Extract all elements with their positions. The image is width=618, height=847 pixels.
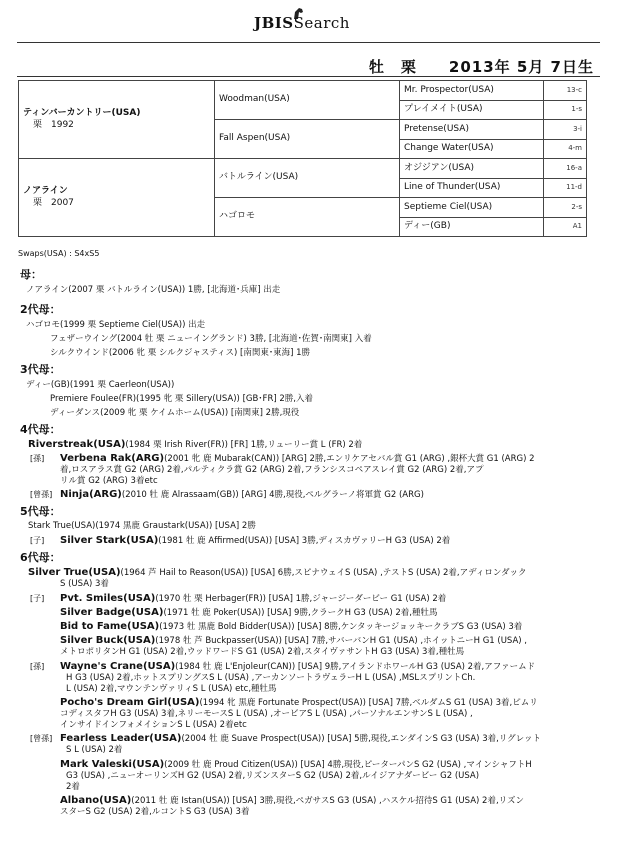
inbreeding-note: Swaps(USA) : S4xS5 bbox=[18, 249, 100, 258]
pedigree-row bbox=[19, 159, 587, 179]
pedigree-table bbox=[18, 80, 587, 237]
jbis-search-logo[interactable]: JBISSearch bbox=[254, 14, 350, 32]
ancestor-cell: Septieme Ciel(USA) bbox=[400, 198, 544, 218]
family-number: 4-m bbox=[544, 139, 587, 159]
family-number: 3-i bbox=[544, 120, 587, 140]
family-line: Pocho's Dream Girl(USA)(1994 牝 黒鹿 Fortunate Prospect(USA)) [USA] 7勝,ベルダムS G1 (USA) 3着,ピムリ bbox=[60, 697, 538, 708]
family-line: ディー(GB)(1991 栗 Caerleon(USA)) bbox=[26, 380, 175, 390]
family-line: Albano(USA)(2011 牡 鹿 Istan(USA)) [USA] 3勝,現役,ペガサスS G3 (USA) ,ハスケル招待S G1 (USA) 2着,リズン bbox=[60, 795, 524, 806]
section-dam: 母： bbox=[20, 268, 42, 281]
sire-cell: ティンバーカントリー(USA) 栗 1992 bbox=[19, 81, 215, 159]
relation-tag: [子] bbox=[30, 536, 45, 545]
family-line: Ninja(ARG)(2010 牡 鹿 Alrassaam(GB)) [ARG] 4勝,現役,ペルグラーノ将軍賞 G2 (ARG) bbox=[60, 489, 424, 500]
family-number: 16-a bbox=[544, 159, 587, 179]
family-line: Silver Stark(USA)(1981 牡 鹿 Affirmed(USA)) [USA] 3勝,ディスカヴァリーH G3 (USA) 2着 bbox=[60, 535, 451, 546]
ancestor-cell: Line of Thunder(USA) bbox=[400, 178, 544, 198]
family-line: Verbena Rak(ARG)(2001 牝 鹿 Mubarak(CAN)) [ARG] 2勝,エンリケアセバル賞 G1 (ARG) ,銀杯大賞 G1 (ARG) 2 bbox=[60, 453, 535, 464]
family-number: 1-s bbox=[544, 100, 587, 120]
family-line: ハゴロモ(1999 栗 Septieme Ciel(USA)) 出走 bbox=[26, 320, 206, 330]
family-line: G3 (USA) ,ニューオーリンズH G2 (USA) 2着,リズンスターS G2 (USA) 2着,ルイジアナダービー G2 (USA) bbox=[66, 771, 480, 781]
family-line: ディーダンス(2009 牝 栗 ケイムホーム(USA)) [南関東] 2勝,現役 bbox=[50, 408, 300, 418]
family-line: Stark True(USA)(1974 黒鹿 Graustark(USA)) [USA] 2勝 bbox=[28, 521, 256, 531]
family-line: Mark Valeski(USA)(2009 牡 鹿 Proud Citizen(USA)) [USA] 4勝,現役,ピーターパンS G2 (USA) ,マインシャフトH bbox=[60, 759, 532, 770]
family-line: 着,ロスアラス賞 G2 (ARG) 2着,パルティクラ賞 G2 (ARG) 2着,フランシスコペアスレイ賞 G2 (ARG) 2着,アプ bbox=[60, 465, 484, 475]
relation-tag: [曾孫] bbox=[30, 490, 53, 499]
family-line: Fearless Leader(USA)(2004 牡 鹿 Suave Prospect(USA)) [USA] 5勝,現役,エンダインS G3 (USA) 3着,リグレット bbox=[60, 733, 542, 744]
ancestor-cell: オジジアン(USA) bbox=[400, 159, 544, 179]
ancestor-cell: ディー(GB) bbox=[400, 217, 544, 237]
pedigree-row bbox=[19, 81, 587, 101]
family-line: Premiere Foulee(FR)(1995 牝 栗 Sillery(USA)) [GB･FR] 2勝,入着 bbox=[50, 394, 313, 404]
family-line: メトロポリタンH G1 (USA) 2着,ウッドワードS G1 (USA) 2着,スタイヴァサントH G3 (USA) 3着,種牡馬 bbox=[60, 647, 465, 657]
family-line: H G3 (USA) 2着,ホットスプリングスS L (USA) ,アーカンソートラヴェラーH L (USA) ,MSLスプリントCh. bbox=[66, 673, 476, 683]
family-line: スターS G2 (USA) 2着,ルコントS G3 (USA) 3着 bbox=[60, 807, 250, 817]
granddam-cell: Fall Aspen(USA) bbox=[215, 120, 400, 159]
section-4th-dam: 4代母： bbox=[20, 423, 61, 436]
title-rule bbox=[17, 76, 600, 77]
family-line: S (USA) 3着 bbox=[60, 579, 109, 589]
family-line: Silver Buck(USA)(1978 牡 芦 Buckpasser(USA)) [USA] 7勝,サバーバンH G1 (USA) ,ホイットニーH G1 (USA) , bbox=[60, 635, 528, 646]
family-line: リル賞 G2 (ARG) 3着etc bbox=[60, 476, 158, 486]
family-number: 11-d bbox=[544, 178, 587, 198]
family-line: Riverstreak(USA)(1984 栗 Irish River(FR)) [FR] 1勝,リューリー賞 L (FR) 2着 bbox=[28, 439, 363, 450]
dam-cell: ノアライン 栗 2007 bbox=[19, 159, 215, 237]
damdam-cell: ハゴロモ bbox=[215, 198, 400, 237]
relation-tag: [曾孫] bbox=[30, 734, 53, 743]
section-6th-dam: 6代母： bbox=[20, 551, 61, 564]
family-line: フェザーウイング(2004 牡 栗 ニューイングランド) 3勝, [北海道･佐賀･南関東] 入着 bbox=[50, 334, 372, 344]
family-line: Pvt. Smiles(USA)(1970 牡 栗 Herbager(FR)) [USA] 1勝,ジャージーダービー G1 (USA) 2着 bbox=[60, 593, 447, 604]
section-5th-dam: 5代母： bbox=[20, 505, 61, 518]
ancestor-cell: Pretense(USA) bbox=[400, 120, 544, 140]
family-number: 13-c bbox=[544, 81, 587, 101]
family-number: A1 bbox=[544, 217, 587, 237]
ancestor-cell: Mr. Prospector(USA) bbox=[400, 81, 544, 101]
damsire-cell: バトルライン(USA) bbox=[215, 159, 400, 198]
relation-tag: [子] bbox=[30, 594, 45, 603]
header-rule bbox=[17, 42, 600, 43]
family-line: インサイドインフォメイションS L (USA) 2着etc bbox=[60, 720, 247, 730]
relation-tag: [孫] bbox=[30, 454, 45, 463]
family-line: Silver True(USA)(1964 芦 Hail to Reason(USA)) [USA] 6勝,スピナウェイS (USA) ,テストS (USA) 2着,アディロンダック bbox=[28, 567, 527, 578]
family-line: Silver Badge(USA)(1971 牡 鹿 Poker(USA)) [USA] 9勝,クラークH G3 (USA) 2着,種牡馬 bbox=[60, 607, 438, 618]
family-number: 2-s bbox=[544, 198, 587, 218]
family-line: L (USA) 2着,マウンテンヴァリィS L (USA) etc,種牡馬 bbox=[66, 684, 277, 694]
section-2nd-dam: 2代母： bbox=[20, 303, 61, 316]
family-line: Wayne's Crane(USA)(1984 牡 鹿 L'Enjoleur(CAN)) [USA] 9勝,アイランドホワールH G3 (USA) 2着,アファームド bbox=[60, 661, 536, 672]
horse-info: 牡 栗 2013年 5月 7日生 bbox=[368, 58, 594, 76]
relation-tag: [孫] bbox=[30, 662, 45, 671]
section-3rd-dam: 3代母： bbox=[20, 363, 61, 376]
grandsire-cell: Woodman(USA) bbox=[215, 81, 400, 120]
family-line: 2着 bbox=[66, 782, 80, 792]
family-line: Bid to Fame(USA)(1973 牡 黒鹿 Bold Bidder(USA)) [USA] 8勝,ケンタッキージョッキークラブS G3 (USA) 3着 bbox=[60, 621, 523, 632]
family-line: S L (USA) 2着 bbox=[66, 745, 123, 755]
family-line: シルクウインド(2006 牝 栗 シルクジャスティス) [南関東･東海] 1勝 bbox=[50, 348, 311, 358]
page-header bbox=[0, 0, 618, 48]
family-line: コディスタフH G3 (USA) 3着,ネリーモースS L (USA) ,オービアS L (USA) ,パーソナルエンサンS L (USA) , bbox=[60, 709, 473, 719]
ancestor-cell: プレイメイト(USA) bbox=[400, 100, 544, 120]
ancestor-cell: Change Water(USA) bbox=[400, 139, 544, 159]
family-line: ノアライン(2007 栗 バトルライン(USA)) 1勝, [北海道･兵庫] 出走 bbox=[26, 285, 281, 295]
